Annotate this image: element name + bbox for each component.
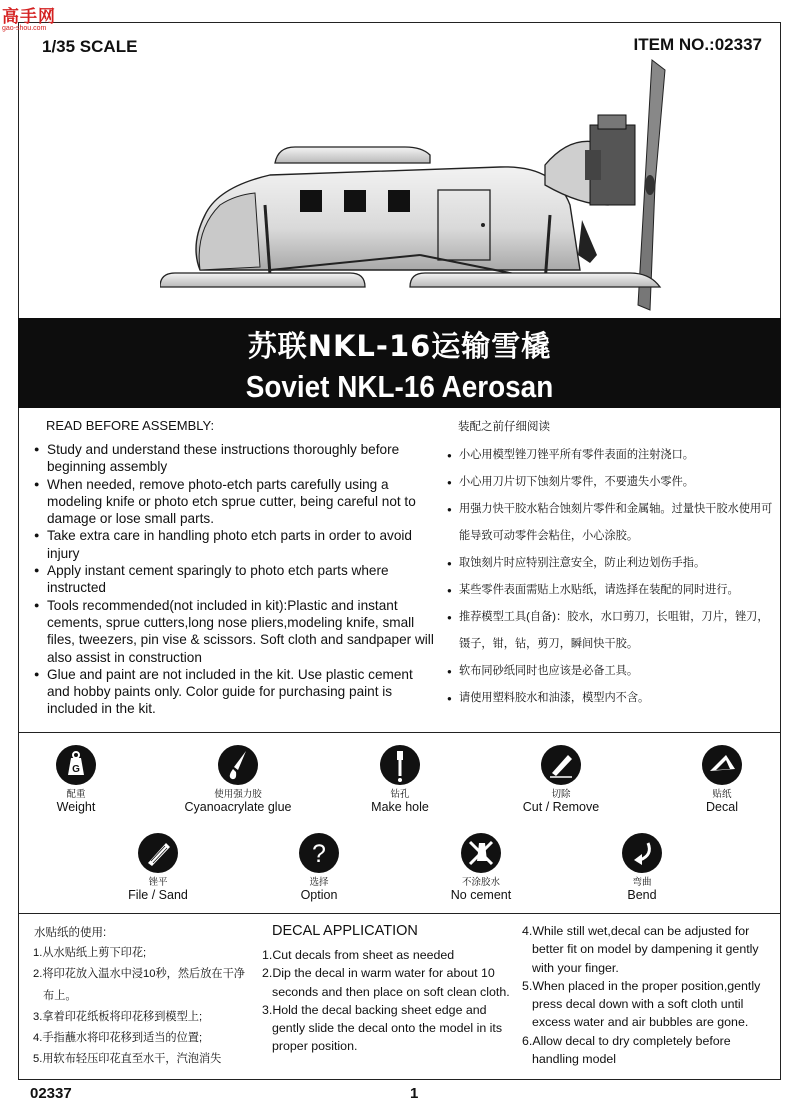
symbol-label-en: Cut / Remove	[522, 800, 600, 814]
symbol-label-zh: 选择	[309, 877, 329, 888]
weight-icon	[56, 745, 96, 785]
read-before-title: READ BEFORE ASSEMBLY:	[46, 418, 215, 433]
list-item: ● 请使用塑料胶水和油漆，模型内不含。	[447, 685, 775, 712]
symbol-label-zh: 锉平	[148, 877, 168, 888]
title-en: Soviet NKL-16 Aerosan	[245, 369, 554, 404]
symbol-label-zh: 配重	[66, 789, 86, 800]
item-number: ITEM NO.:02337	[633, 35, 762, 54]
symbol-label-zh: 切除	[551, 789, 571, 800]
symbol-glue	[168, 745, 308, 814]
list-item: 5.用软布轻压印花直至水干，汽泡消失	[33, 1053, 222, 1066]
file-icon	[138, 833, 178, 873]
symbol-label-en: No cement	[450, 888, 512, 902]
list-item: 6.Allow decal to dry completely before handling model	[522, 1033, 731, 1067]
drill-icon	[380, 745, 420, 785]
decal-en-list	[262, 946, 520, 1056]
title-banner	[18, 318, 781, 408]
decal-icon	[702, 745, 742, 785]
list-item: 2.将印花放入温水中浸10秒，然后放在干净布上。	[33, 968, 245, 1002]
symbol-label-en: Make hole	[371, 800, 429, 814]
list-item: 1.从水贴纸上剪下印花;	[33, 947, 147, 959]
list-item: ● Study and understand these instructions thoroughly before beginning assembly	[34, 441, 434, 476]
no-cement-icon	[461, 833, 501, 873]
symbol-option	[249, 833, 389, 902]
glue-drop-icon	[218, 745, 258, 785]
symbol-label-en: Cyanoacrylate glue	[184, 800, 292, 814]
symbol-label-en: Bend	[627, 888, 657, 902]
read-before-cn-list	[447, 442, 775, 712]
decal-cn-title: 水贴纸的使用:	[34, 927, 107, 939]
list-item: 3.拿着印花纸板将印花移到模型上;	[33, 1010, 203, 1023]
list-item: ● Apply instant cement sparingly to photo etch parts where instructed	[34, 562, 434, 597]
logo-url: gao-shou.com	[2, 25, 47, 32]
decal-cn-list	[33, 943, 253, 1071]
option-glyph: ?	[312, 840, 326, 868]
list-item: ● Take extra care in handling photo etch parts in order to avoid injury	[34, 527, 434, 562]
symbol-label-en: Option	[300, 888, 338, 902]
symbol-label-zh: 弯曲	[632, 877, 652, 888]
site-logo	[2, 2, 72, 36]
list-item: ● When needed, remove photo-etch parts carefully using a modeling knife or photo etch sprue cutter, being careful not to damage or lose small parts.	[34, 476, 434, 528]
list-item: ● 用强力快干胶水粘合蚀刻片零件和金属轴。过量快干胶水使用可能导致可动零件会粘住，小心涂胶。	[447, 496, 775, 550]
list-item: ● Glue and paint are not included in the kit. Use plastic cement and hobby paints only. Color guide for purchasing paint is included in the kit.	[34, 666, 434, 718]
list-item: ● 某些零件表面需贴上水贴纸，请选择在装配的同时进行。	[447, 577, 775, 604]
divider	[18, 732, 781, 733]
symbol-label-zh: 不涂胶水	[461, 877, 500, 888]
symbol-no-cement	[411, 833, 551, 902]
symbol-cut	[491, 745, 631, 814]
symbol-label-zh: 使用强力胶	[214, 789, 262, 800]
footer-code: 02337	[30, 1085, 72, 1102]
title-cn: 苏联NKL-16运输雪橇	[247, 329, 552, 363]
list-item: ● Tools recommended(not included in kit):Plastic and instant cements, sprue cutters,long nose pliers,modeling knife, small files, tweezers, pin vise & scissors. Soft cloth and sandpaper will also assist in construction	[34, 597, 434, 666]
list-item: 3.Hold the decal backing sheet edge and gently slide the decal onto the model in its proper position.	[262, 1002, 503, 1054]
list-item: ● 软布同砂纸同时也应该是必备工具。	[447, 658, 775, 685]
knife-icon	[541, 745, 581, 785]
list-item: ● 小心用模型锉刀锉平所有零件表面的注射浇口。	[447, 442, 775, 469]
symbol-weight	[6, 745, 146, 814]
read-before-list	[34, 441, 434, 718]
read-before-cn-title: 装配之前仔细阅读	[458, 421, 550, 433]
logo-text: 高手网	[2, 7, 56, 27]
list-item: ● 小心用刀片切下蚀刻片零件，不要遗失小零件。	[447, 469, 775, 496]
list-item: ● 推荐模型工具(自备)：胶水，水口剪刀，长咀钳，刀片，锉刀，镊子，钳，钻，剪刀，瞬间快干胶。	[447, 604, 775, 658]
symbol-decal	[652, 745, 792, 814]
scale-label: 1/35 SCALE	[42, 37, 138, 56]
symbol-label-en: File / Sand	[128, 888, 188, 902]
list-item: ● 取蚀刻片时应特别注意安全，防止利边划伤手指。	[447, 550, 775, 577]
decal-en-title: DECAL APPLICATION	[272, 923, 418, 939]
divider	[18, 913, 781, 914]
symbol-label-en: Weight	[56, 800, 96, 814]
list-item: 5.When placed in the proper position,gently press decal down with a soft cloth until excess water and air bubbles are gone.	[522, 978, 761, 1030]
symbol-label-en: Decal	[706, 800, 738, 814]
list-item: 1.Cut decals from sheet as needed	[262, 948, 455, 962]
page-number: 1	[410, 1085, 419, 1102]
decal-en-list-2	[522, 922, 772, 1068]
symbol-label-zh: 贴纸	[712, 789, 732, 800]
list-item: 4.While still wet,decal can be adjusted for better fit on model by dampening it gently with your finger.	[522, 924, 759, 975]
bend-arrow-icon	[622, 833, 662, 873]
symbol-file	[88, 833, 228, 902]
list-item: 4.手指蘸水将印花移到适当的位置;	[33, 1032, 203, 1045]
weight-glyph: G	[72, 764, 80, 775]
question-icon	[299, 833, 339, 873]
aerosan-illustration	[160, 55, 670, 317]
symbol-hole	[330, 745, 470, 814]
symbol-label-zh: 钻孔	[390, 789, 410, 800]
symbol-bend	[572, 833, 712, 902]
list-item: 2.Dip the decal in warm water for about 10 seconds and then place on soft clean cloth.	[262, 966, 510, 999]
